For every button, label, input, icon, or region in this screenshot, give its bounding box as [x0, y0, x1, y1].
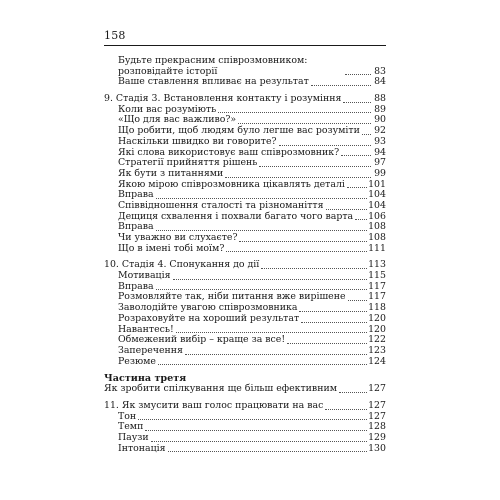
toc-entry-title: Що робити, щоб людям було легше вас розуміти	[118, 125, 360, 137]
dot-leader	[259, 166, 371, 167]
header-rule	[104, 45, 386, 46]
toc-entry-title: Розмовляйте так, ніби питання вже вирішене	[118, 291, 346, 303]
toc-entry[interactable]	[104, 56, 386, 77]
toc-entry-page: 89	[374, 103, 386, 115]
toc-entry-page: 127	[368, 399, 386, 411]
toc-entry-page: 120	[368, 323, 386, 335]
toc-entry[interactable]	[104, 169, 386, 180]
dot-leader	[347, 187, 367, 188]
toc-entry-title: 10. Стадія 4. Спонукання до дії	[104, 259, 260, 271]
dot-leader	[138, 419, 367, 420]
toc-entry-page: 117	[368, 280, 386, 292]
toc-entry-page: 104	[368, 199, 386, 211]
toc-entry-title: Як бути з питаннями	[118, 167, 224, 179]
page-number: 158	[104, 29, 126, 42]
toc-entry-title: Наскільки швидко ви говорите?	[118, 135, 277, 147]
dot-leader	[176, 332, 367, 333]
dot-leader	[355, 219, 367, 220]
dot-leader	[261, 268, 367, 269]
toc-entry-page: 94	[374, 146, 386, 158]
dot-leader	[311, 85, 371, 86]
toc-entry-page: 118	[368, 302, 386, 314]
dot-leader	[279, 145, 371, 146]
toc-entry-title: Мотивація	[118, 270, 171, 282]
toc-entry-title: Вправа	[118, 221, 154, 233]
toc-entry[interactable]	[104, 244, 386, 255]
toc-entry-title: Коли вас розуміють	[118, 103, 217, 115]
toc-entry-page: 84	[374, 76, 386, 88]
toc-entry[interactable]	[104, 137, 386, 148]
toc-entry-page: 123	[368, 344, 386, 356]
toc-entry-page: 88	[374, 93, 386, 105]
toc-entry-title: Паузи	[118, 432, 149, 444]
dot-leader	[343, 102, 371, 103]
dot-leader	[339, 392, 367, 393]
toc-entry-title: Дещиця схвалення і похвали багато чого варта	[118, 210, 354, 222]
toc-entry-page: 92	[374, 125, 386, 137]
toc-entry-page: 108	[368, 221, 386, 233]
dot-leader	[156, 198, 367, 199]
toc-entry-page: 101	[368, 178, 386, 190]
toc-entry-page: 83	[374, 65, 386, 77]
toc-entry-page: 130	[368, 442, 386, 454]
toc-entry-title: 9. Стадія 3. Встановлення контакту і розуміння	[104, 93, 342, 105]
toc-entry[interactable]	[104, 77, 386, 88]
toc-entry-page: 93	[374, 135, 386, 147]
toc-entry-title: Стратегії прийняття рішень	[118, 157, 258, 169]
toc-entry-page: 106	[368, 210, 386, 222]
toc-entry[interactable]	[104, 357, 386, 368]
toc-entry-page: 124	[368, 355, 386, 367]
dot-leader	[145, 430, 367, 431]
toc-entry[interactable]	[104, 412, 386, 423]
dot-leader	[326, 209, 368, 210]
dot-leader	[345, 74, 371, 75]
toc-entry-title: Чи уважно ви слухаєте?	[118, 232, 238, 244]
toc-entry-title: Ваше ставлення впливає на результат	[118, 76, 309, 88]
dot-leader	[287, 343, 367, 344]
dot-leader	[168, 451, 368, 452]
dot-leader	[348, 300, 368, 301]
toc-entry-title: 11. Як змусити ваш голос працювати на вас	[104, 399, 324, 411]
dot-leader	[156, 289, 367, 290]
dot-leader	[173, 279, 368, 280]
toc-entry-title: Інтонація	[118, 442, 166, 454]
dot-leader	[218, 112, 371, 113]
toc-entry-title: Темп	[118, 421, 144, 433]
dot-leader	[226, 251, 367, 252]
toc-entry-page: 115	[368, 270, 386, 282]
toc-entry-title: Які слова використовує ваш співрозмовник?	[118, 146, 340, 158]
toc-entry-page: 122	[368, 334, 386, 346]
toc-entry-page: 99	[374, 167, 386, 179]
table-of-contents	[104, 56, 386, 454]
part-title: Частина третя	[104, 373, 187, 385]
toc-entry-title: Навантесь!	[118, 323, 174, 335]
toc-entry-page: 129	[368, 432, 386, 444]
toc-entry[interactable]	[104, 444, 386, 455]
toc-entry[interactable]	[104, 346, 386, 357]
dot-leader	[239, 241, 367, 242]
toc-entry-page: 111	[368, 242, 386, 254]
toc-entry-page: 127	[368, 383, 386, 395]
toc-entry-title: Розраховуйте на хороший результат	[118, 312, 300, 324]
toc-chapter-entry[interactable]	[104, 384, 386, 395]
dot-leader	[156, 230, 367, 231]
dot-leader	[185, 354, 367, 355]
toc-entry-page: 97	[374, 157, 386, 169]
dot-leader	[225, 177, 371, 178]
toc-entry-page: 117	[368, 291, 386, 303]
toc-entry-page: 113	[368, 259, 386, 271]
toc-entry-page: 127	[368, 410, 386, 422]
dot-leader	[301, 322, 367, 323]
dot-leader	[238, 123, 371, 124]
dot-leader	[341, 155, 371, 156]
toc-entry[interactable]	[104, 314, 386, 325]
dot-leader	[151, 441, 367, 442]
toc-entry-title: Вправа	[118, 280, 154, 292]
dot-leader	[299, 311, 367, 312]
toc-entry-page: 128	[368, 421, 386, 433]
toc-entry-title: Що в імені тобі моїм?	[118, 242, 225, 254]
dot-leader	[362, 134, 371, 135]
toc-entry-title: Резюме	[118, 355, 156, 367]
toc-entry-title: Заволодійте увагою співрозмовника	[118, 302, 298, 314]
toc-entry-page: 90	[374, 114, 386, 126]
toc-entry-title: Якою мірою співрозмовника цікавлять деталі	[118, 178, 345, 190]
toc-entry-title: Тон	[118, 410, 137, 422]
dot-leader	[325, 409, 367, 410]
toc-entry-title: Як зробити спілкування ще більш ефективним	[104, 383, 338, 395]
toc-entry-title: Заперечення	[118, 344, 183, 356]
toc-entry-title: Обмежений вибір – краще за все!	[118, 334, 286, 346]
toc-chapter-entry[interactable]	[104, 401, 386, 412]
toc-entry-title: Вправа	[118, 189, 154, 201]
toc-entry-title: Співвідношення сталості та різноманіття	[118, 199, 324, 211]
toc-entry-page: 108	[368, 232, 386, 244]
dot-leader	[158, 364, 367, 365]
toc-entry-page: 104	[368, 189, 386, 201]
toc-entry-page: 120	[368, 312, 386, 324]
toc-entry-title: Будьте прекрасним співрозмовником: розповідайте історії	[118, 55, 308, 77]
toc-entry-title: «Що для вас важливо?»	[118, 114, 237, 126]
